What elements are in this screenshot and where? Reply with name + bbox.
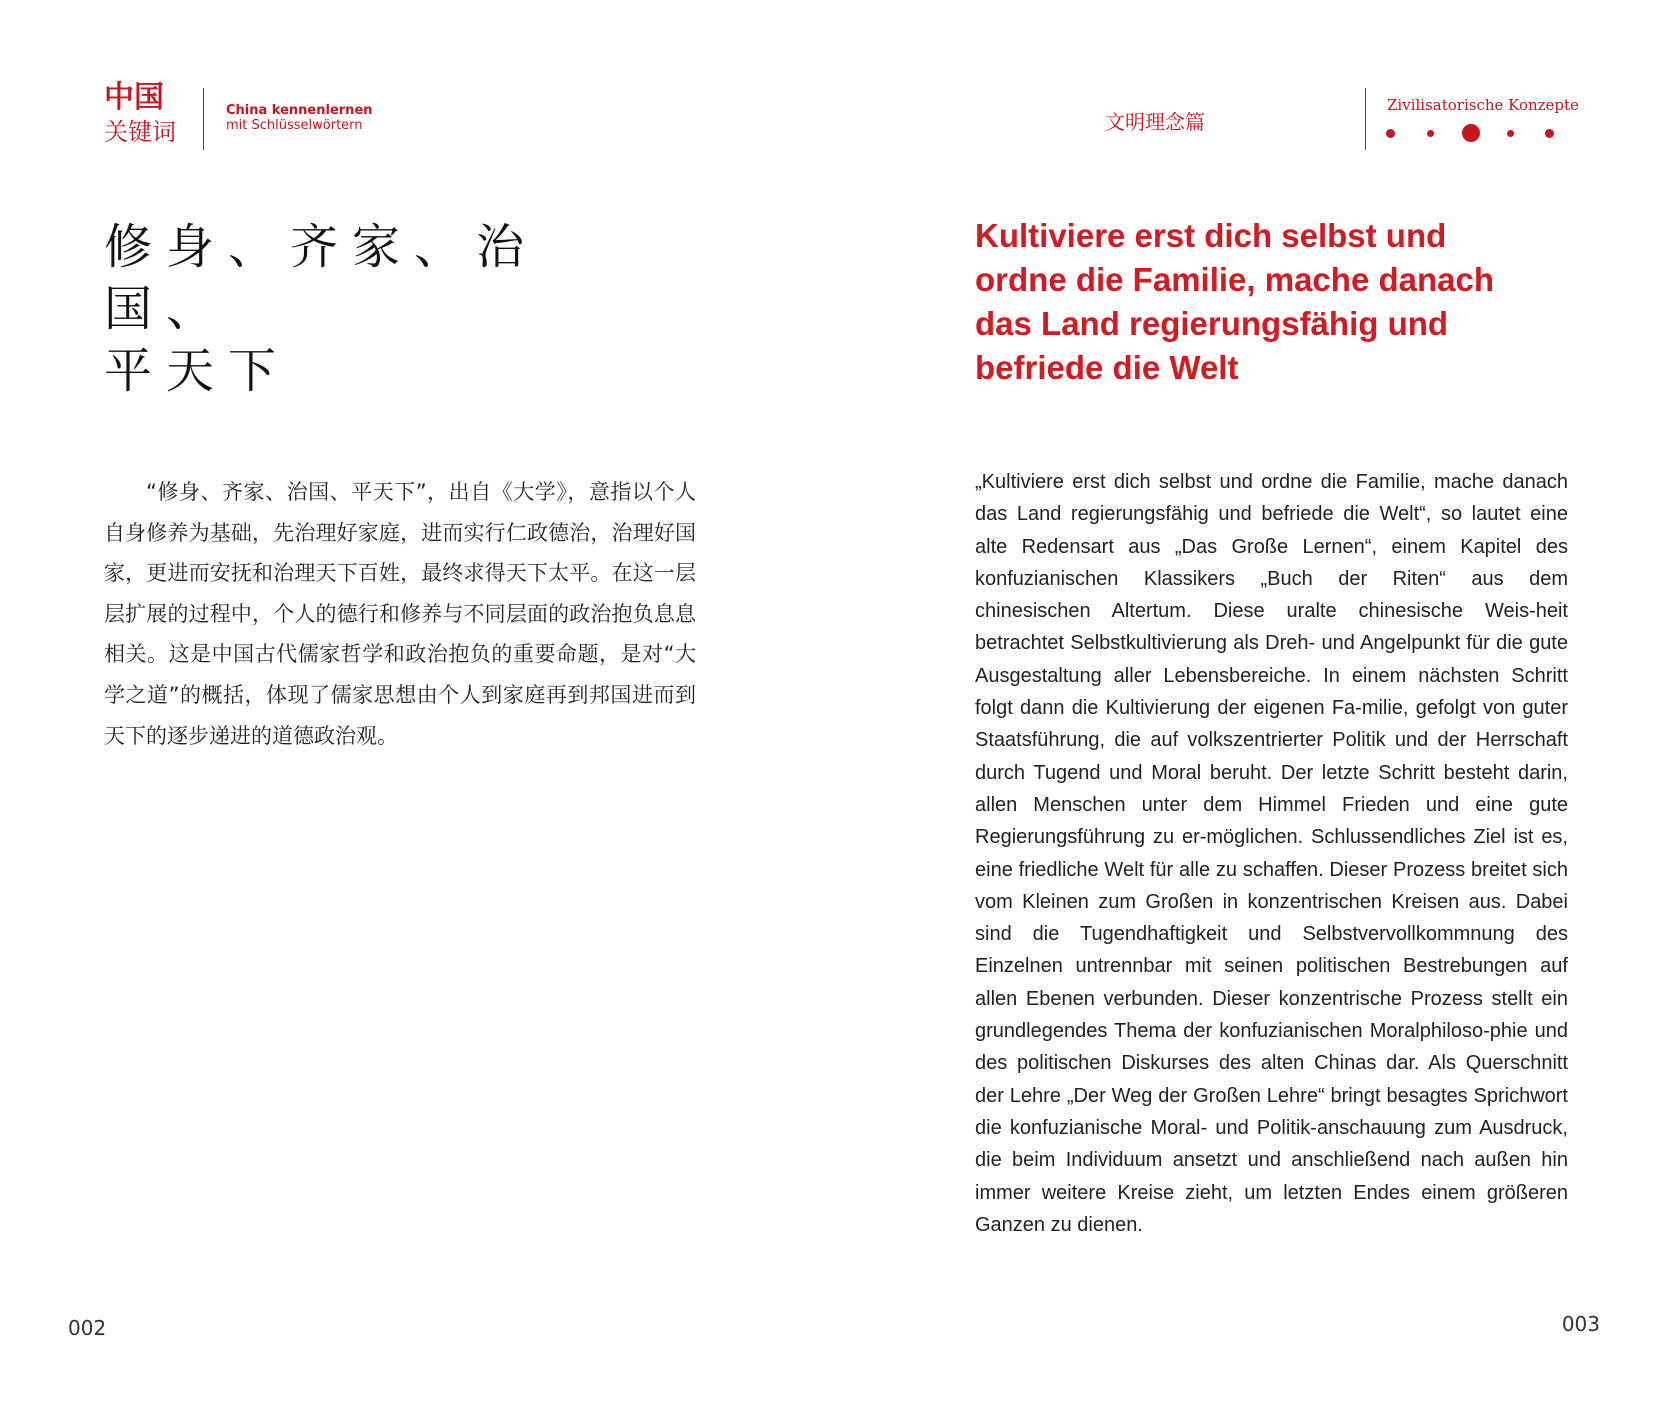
brand-german <box>226 104 373 134</box>
progress-dot <box>1386 129 1395 138</box>
brand-de-line1: China kennenlernen <box>226 103 373 118</box>
calligraphy-line2: 平天下 <box>104 343 291 399</box>
german-title-line: ordne die Familie, mache danach <box>975 261 1494 298</box>
brand-zh-line1: 中国 <box>104 80 164 115</box>
brand-zh-line2: 关键词 <box>104 118 176 146</box>
progress-dot-active <box>1462 124 1480 142</box>
progress-dot <box>1545 129 1554 138</box>
german-title-line: befriede die Welt <box>975 349 1239 386</box>
page-number-left: 002 <box>68 1316 107 1340</box>
german-title-line: Kultiviere erst dich selbst und <box>975 217 1447 254</box>
right-page <box>830 0 1660 1404</box>
section-title-chinese: 文明理念篇 <box>1105 110 1205 134</box>
german-body-text: „Kultiviere erst dich selbst und ordne die Familie, mache danach das Land regierungsfähig und befriede die Welt“, so lautet eine alte Redensart aus „Das Große Lernen“, einem Kapitel des konfuzianischen Klassikers „Buch der Riten“ aus dem chinesischen Altertum. Diese uralte chinesische Weis-heit betrachtet Selbstkultivierung als Dreh- und Angelpunkt für die gute Ausgestaltung aller Lebensbereiche. In einem nächsten Schritt folgt dann die Kultivierung der eigenen Fa-milie, gefolgt von guter Staatsführung, die auf volkszentrierter Politik und der Herrschaft durch Tugend und Moral beruht. Der letzte Schritt besteht darin, allen Menschen unter dem Himmel Frieden und eine gute Regierungsführung zu er-möglichen. Schlussendliches Ziel ist es, eine friedliche Welt für alle zu schaffen. Dieser Prozess breitet sich vom Kleinen zum Großen in konzentrischen Kreisen aus. Dabei sind die Tugendhaftigkeit und Selbstvervollkommnung des Einzelnen untrennbar mit seinen politischen Bestrebungen auf allen Ebenen verbunden. Dieser konzentrische Prozess stellt ein grundlegendes Thema der konfuzianischen Moralphiloso-phie und des politischen Diskurses des alten Chinas dar. Als Querschnitt der Lehre „Der Weg der Großen Lehre“ bringt besagtes Sprichwort die konfuzianische Moral- und Politik-anschauung zum Ausdruck, die beim Individuum ansetzt und anschließend nach außen hin immer weitere Kreise zieht, um letzten Endes einem größeren Ganzen zu dienen. <box>975 471 1568 1236</box>
brand-divider <box>203 88 204 150</box>
chinese-body-text: “修身、齐家、治国、平天下”，出自《大学》，意指以个人自身修养为基础，先治理好家庭，进而实行仁政德治，治理好国家，更进而安抚和治理天下百姓，最终求得天下太平。在这一层层扩展的过程中，个人的德行和修养与不同层面的政治抱负息息相关。这是中国古代儒家哲学和政治抱负的重要命题，是对“大学之道”的概括，体现了儒家思想由个人到家庭再到邦国进而到天下的逐步递进的道德政治观。 <box>104 480 696 748</box>
progress-dot <box>1507 130 1514 137</box>
section-divider <box>1365 88 1366 150</box>
section-progress-dots <box>1386 126 1566 146</box>
progress-dot <box>1427 130 1434 137</box>
german-title-line: das Land regierungsfähig und <box>975 305 1449 342</box>
calligraphy-title <box>104 216 574 402</box>
calligraphy-line1: 修身、齐家、治国、 <box>104 219 539 337</box>
brand-de-line2: mit Schlüsselwörtern <box>226 118 363 133</box>
page-number-right: 003 <box>1561 1312 1600 1336</box>
german-title <box>975 214 1575 390</box>
brand-chinese <box>104 80 176 148</box>
section-title-german: Zivilisatorische Konzepte <box>1387 96 1579 114</box>
